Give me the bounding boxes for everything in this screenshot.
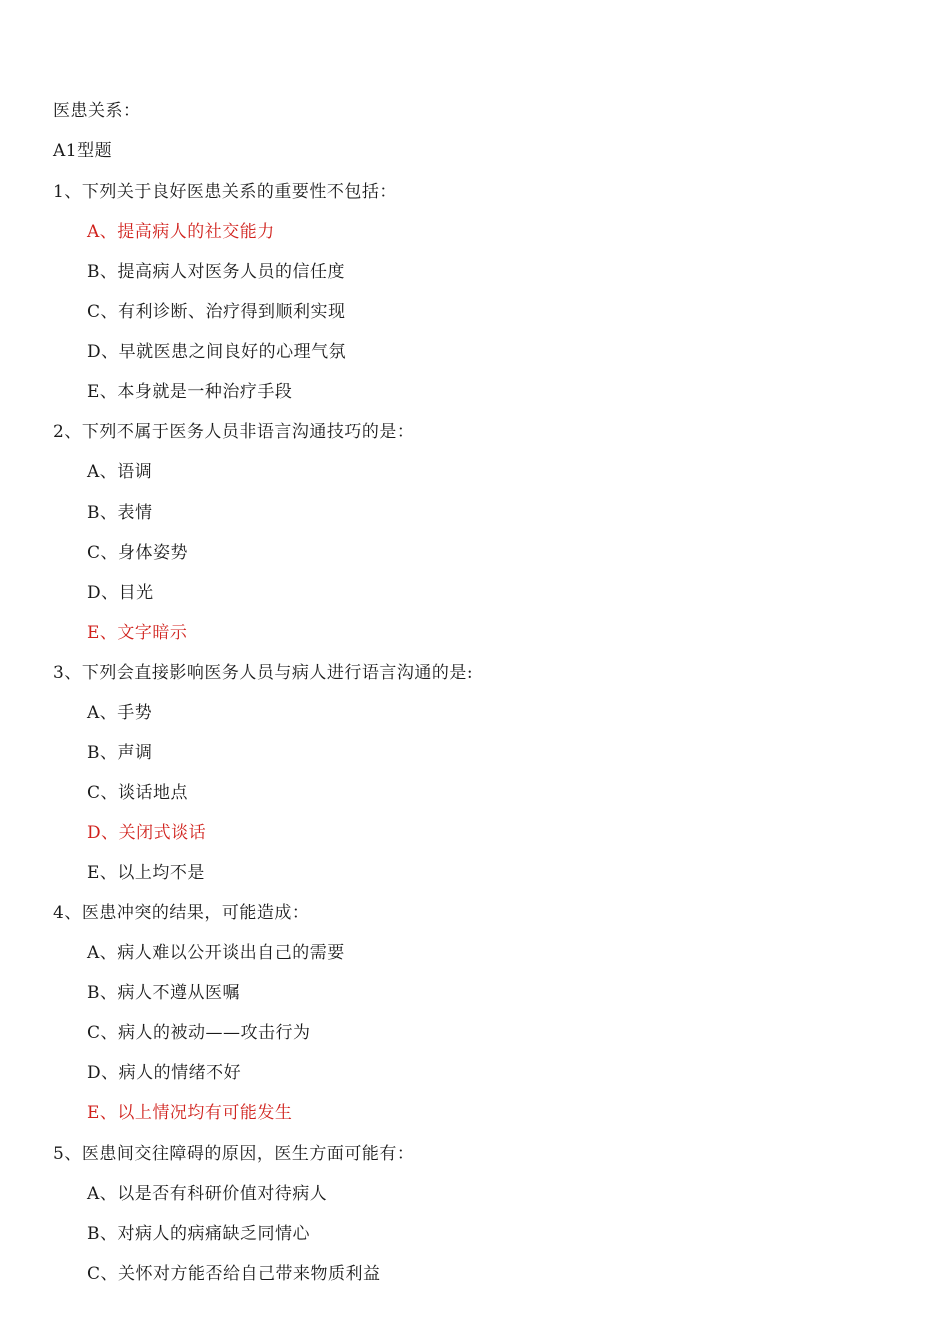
question-2-option-c: C、身体姿势: [87, 543, 189, 563]
question-2-option-d: D、目光: [87, 583, 154, 603]
question-1-option-e: E、本身就是一种治疗手段: [87, 382, 293, 402]
question-3-option-d: D、关闭式谈话: [87, 823, 207, 843]
question-5-option-b: B、对病人的病痛缺乏同情心: [87, 1224, 310, 1244]
section-title: 医患关系：: [53, 101, 141, 121]
question-1-option-a: A、提高病人的社交能力: [87, 222, 275, 242]
question-4-option-b: B、病人不遵从医嘱: [87, 983, 240, 1003]
question-4-option-e: E、以上情况均有可能发生: [87, 1103, 293, 1123]
question-5-option-a: A、以是否有科研价值对待病人: [87, 1184, 328, 1204]
question-4-option-c: C、病人的被动——攻击行为: [87, 1023, 311, 1043]
question-4-stem: 4、医患冲突的结果，可能造成：: [53, 903, 310, 923]
question-5-stem: 5、医患间交往障碍的原因，医生方面可能有：: [53, 1144, 415, 1164]
question-1-option-c: C、有利诊断、治疗得到顺利实现: [87, 302, 346, 322]
question-2-option-e: E、文字暗示: [87, 623, 188, 643]
question-2-option-a: A、语调: [87, 462, 153, 482]
question-5-option-c: C、关怀对方能否给自己带来物质利益: [87, 1264, 381, 1284]
question-4-option-d: D、病人的情绪不好: [87, 1063, 242, 1083]
question-1-option-d: D、早就医患之间良好的心理气氛: [87, 342, 347, 362]
question-1-option-b: B、提高病人对医务人员的信任度: [87, 262, 345, 282]
question-2-option-b: B、表情: [87, 503, 153, 523]
question-3-option-c: C、谈话地点: [87, 783, 189, 803]
question-2-stem: 2、下列不属于医务人员非语言沟通技巧的是：: [53, 422, 415, 442]
question-3-stem: 3、下列会直接影响医务人员与病人进行语言沟通的是:: [53, 663, 474, 683]
question-3-option-a: A、手势: [87, 703, 153, 723]
question-4-option-a: A、病人难以公开谈出自己的需要: [87, 943, 345, 963]
question-3-option-e: E、以上均不是: [87, 863, 205, 883]
question-3-option-b: B、声调: [87, 743, 153, 763]
question-1-stem: 1、下列关于良好医患关系的重要性不包括：: [53, 182, 397, 202]
question-type: A1型题: [53, 141, 113, 161]
